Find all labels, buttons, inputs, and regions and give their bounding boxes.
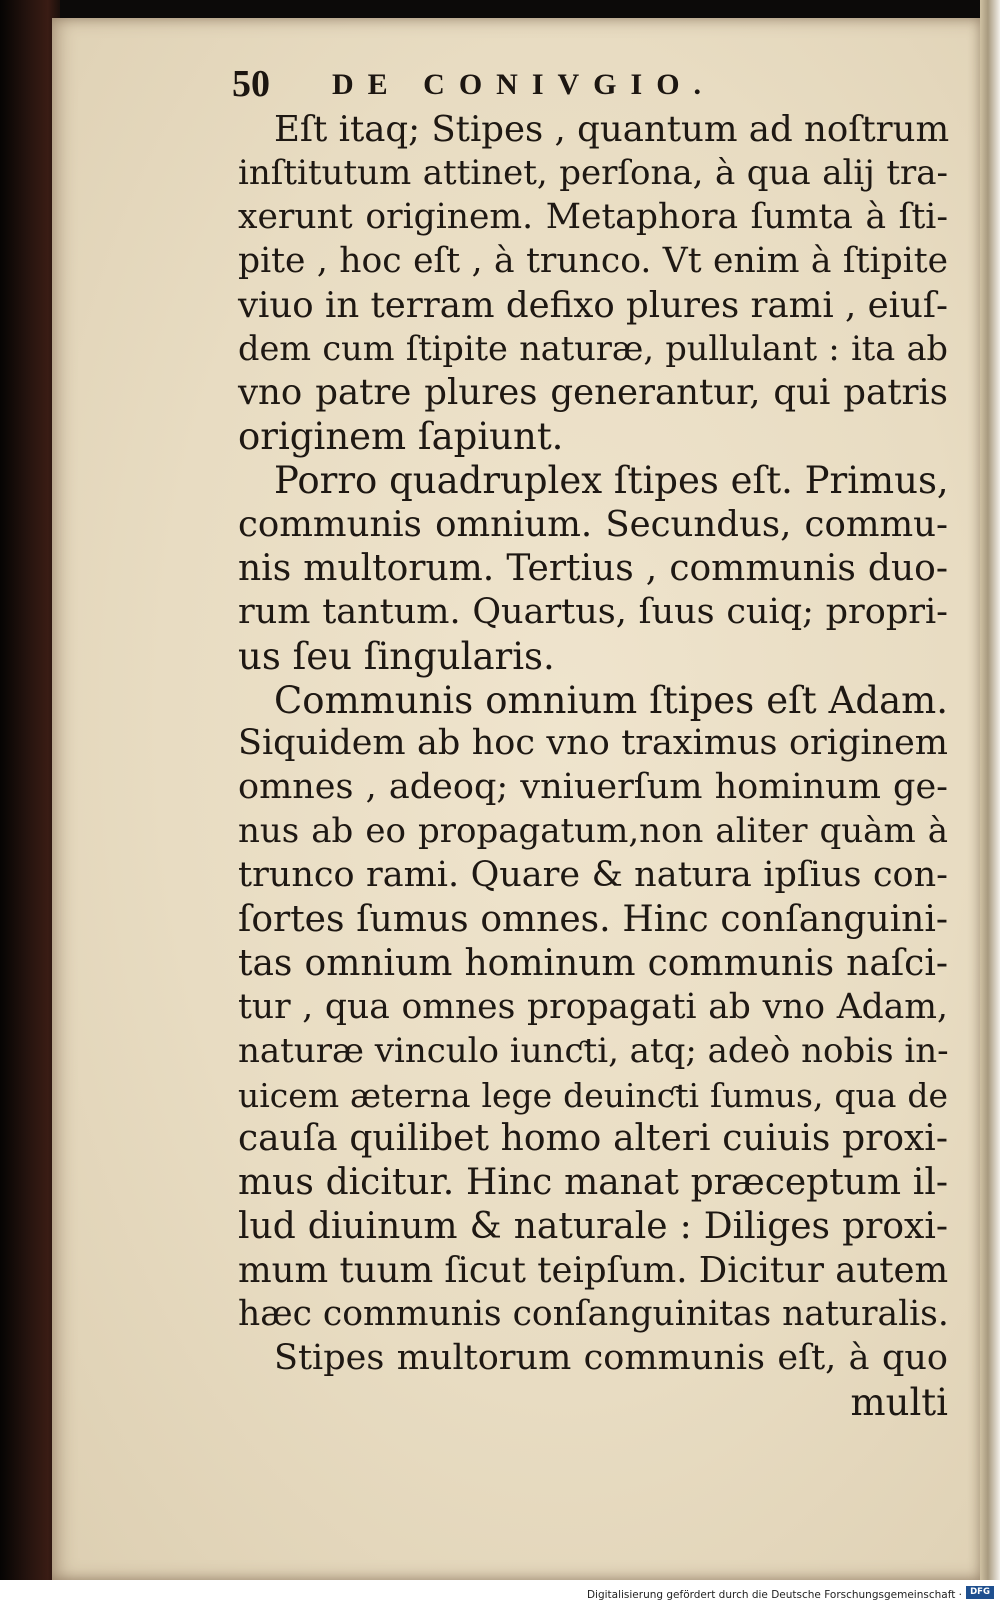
text-line: communis omnium. Secundus, commu- <box>238 504 948 546</box>
page-header <box>232 58 792 108</box>
page-edge <box>980 0 1000 1590</box>
text-line: Eſt itaq; Stipes , quantum ad noſtrum <box>274 109 950 150</box>
text-line: tur , qua omnes propagati ab vno Adam, <box>238 986 948 1027</box>
text-line: mus dicitur. Hinc manat præceptum il- <box>238 1162 948 1204</box>
text-line: naturæ vinculo iunƈti, atq; adeò nobis in- <box>238 1030 949 1071</box>
text-line: trunco rami. Quare & natura ipſius con- <box>238 855 948 896</box>
text-line: inſtitutum attinet, perſona, à qua alij tra- <box>238 152 948 193</box>
text-line: omnes , adeoq; vniuerſum hominum ge- <box>238 767 948 808</box>
page-number: 50 <box>232 63 270 105</box>
text-line: cauſa quilibet homo alteri cuiuis proxi- <box>238 1118 948 1160</box>
text-line: nis multorum. Tertius , communis duo- <box>238 547 948 589</box>
dfg-logo: DFG <box>966 1586 994 1599</box>
text-line: rum tantum. Quartus, ſuus cuiq; propri- <box>238 591 948 632</box>
running-head: DE CONIVGIO. <box>332 68 716 101</box>
text-line: tas omnium hominum communis naſci- <box>238 942 948 984</box>
text-line: originem ſapiunt. <box>238 415 564 459</box>
footer-strip <box>0 1580 1000 1605</box>
text-line: mum tuum ſicut teipſum. Dicitur autem <box>238 1250 949 1292</box>
body-text <box>238 108 948 1425</box>
catchword: multi <box>850 1380 948 1424</box>
book-spine-shadow <box>0 0 60 1590</box>
text-line: hæc communis conſanguinitas naturalis. <box>238 1294 949 1335</box>
text-line: pite , hoc eſt , à trunco. Vt enim à ſtipite <box>238 240 948 281</box>
text-line: uicem æterna lege deuinƈti ſumus, qua de <box>238 1075 948 1115</box>
text-line: Siquidem ab hoc vno traximus originem <box>238 723 948 764</box>
text-line: nus ab eo propagatum,non aliter quàm à <box>238 811 948 852</box>
text-line: us ſeu ſingularis. <box>238 634 555 678</box>
digitization-credit: Digitalisierung gefördert durch die Deutsche Forschungsgemeinschaft · <box>586 1589 962 1601</box>
text-line: Porro quadruplex ſtipes eſt. Primus, <box>274 459 949 503</box>
text-line: Stipes multorum communis eſt, à quo <box>274 1337 948 1378</box>
text-line: Communis omnium ſtipes eſt Adam. <box>274 678 948 722</box>
text-line: lud diuinum & naturale : Diliges proxi- <box>238 1206 948 1248</box>
text-line: viuo in terram defixo plures rami , eiuſ- <box>238 284 948 326</box>
text-line: vno patre plures generantur, qui patris <box>238 372 948 414</box>
text-line: ſortes ſumus omnes. Hinc conſanguini- <box>238 899 948 941</box>
text-line: dem cum ſtipite naturæ, pullulant : ita ab <box>238 329 948 369</box>
text-line: xerunt originem. Metaphora ſumta à ſti- <box>238 196 948 237</box>
